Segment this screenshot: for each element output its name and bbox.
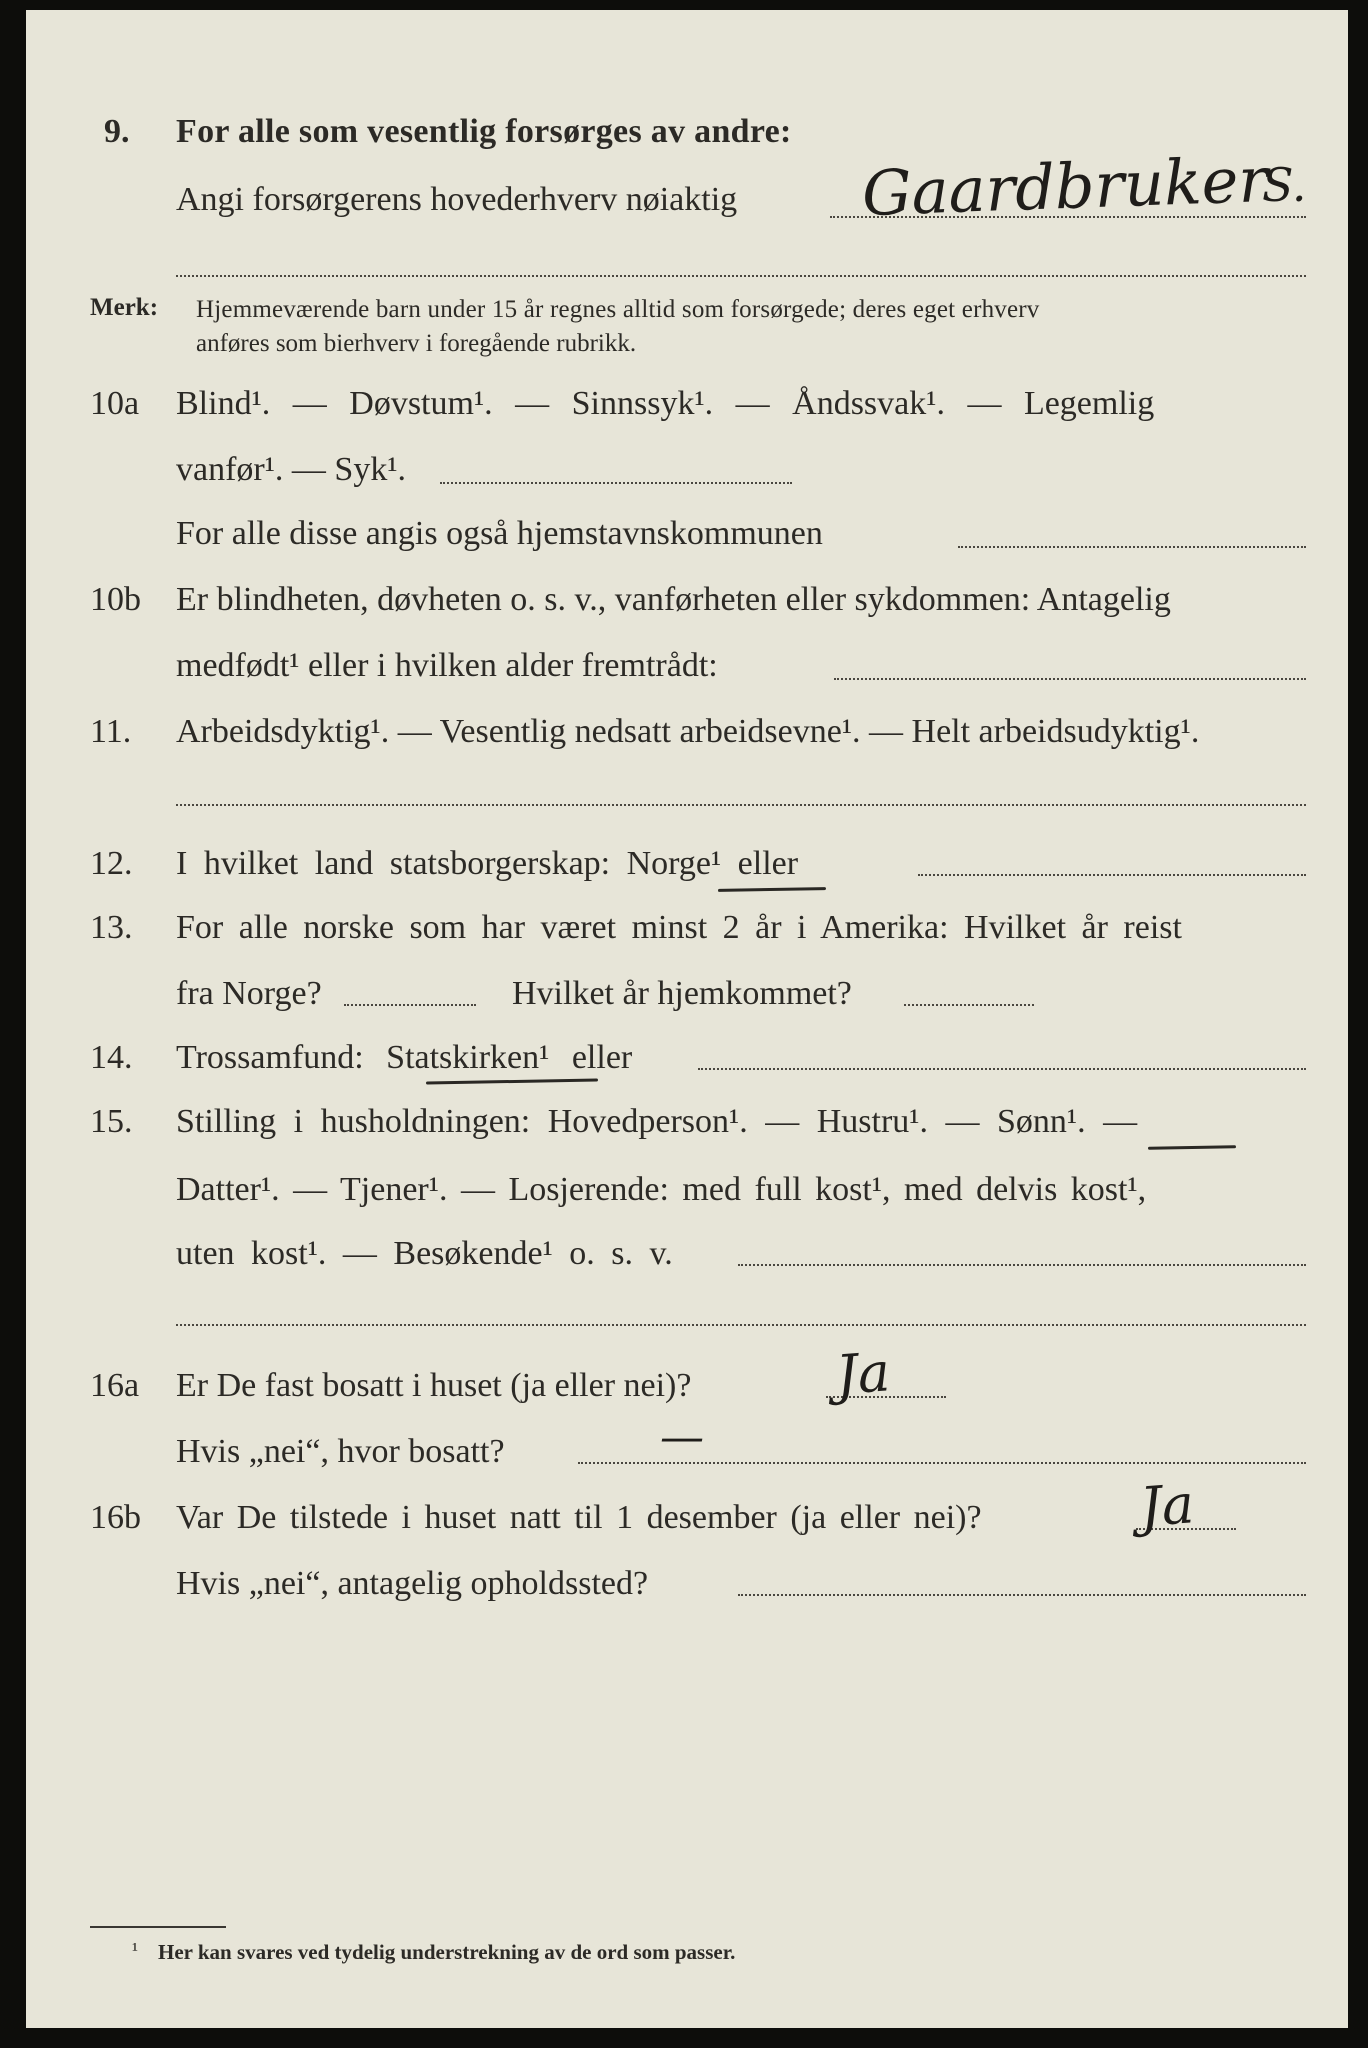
q15-line2: Datter¹. — Tjener¹. — Losjerende: med full kost¹, med delvis kost¹, [176, 1171, 1147, 1208]
q9-line2: Angi forsørgerens hovederhverv nøiaktig [176, 181, 738, 218]
q16b-line2: Hvis „nei“, antagelig opholdssted? [176, 1565, 649, 1602]
footnote-rule [90, 1926, 226, 1928]
q16b-line1: Var De tilstede i huset natt til 1 desember (ja eller nei)? [176, 1499, 982, 1536]
sonn-underline [1148, 1145, 1236, 1150]
q10a-municipality-line [958, 546, 1306, 548]
q13-line2b: Hvilket år hjemkommet? [512, 975, 852, 1012]
q16a-line2: Hvis „nei“, hvor bosatt? [176, 1433, 505, 1470]
q12-number: 12. [90, 845, 133, 882]
q14-number: 14. [90, 1039, 133, 1076]
norge-underline [718, 887, 826, 892]
q10a-line2: vanfør¹. — Syk¹. [176, 451, 407, 488]
q9-number: 9. [104, 113, 130, 150]
q10b-number: 10b [90, 581, 141, 618]
q9-answer: Gaardbruker [860, 142, 1270, 231]
q16b-answer: Ja [1137, 1472, 1196, 1539]
q13-left-line [344, 1004, 476, 1006]
q14-line1: Trossamfund: Statskirken¹ eller [176, 1039, 633, 1076]
statskirken-underline [426, 1078, 598, 1084]
q11-line1: Arbeidsdyktig¹. — Vesentlig nedsatt arbeidsevne¹. — Helt arbeidsudyktig¹. [176, 713, 1200, 750]
footnote-mark: ¹ [132, 1939, 138, 1961]
merk-label: Merk: [90, 294, 159, 321]
q10a-line1: Blind¹. — Døvstum¹. — Sinnssyk¹. — Åndssvak¹. — Legemlig [176, 385, 1155, 422]
q16a-number: 16a [90, 1367, 140, 1404]
q11-answer-line [176, 804, 1306, 806]
q10a-line3: For alle disse angis også hjemstavnskommunen [176, 515, 823, 552]
q15-extra-line [176, 1324, 1306, 1326]
q10a-number: 10a [90, 385, 140, 422]
q13-line2a: fra Norge? [176, 975, 322, 1012]
q16b-number: 16b [90, 1499, 141, 1536]
q12-answer-line [918, 874, 1306, 876]
q15-number: 15. [90, 1103, 133, 1140]
q9-line1: For alle som vesentlig forsørges av andre: [176, 113, 792, 150]
footnote-text: Her kan svares ved tydelig understrekning av de ord som passer. [158, 1940, 736, 1964]
q10b-answer-line [834, 678, 1306, 680]
q15-line3: uten kost¹. — Besøkende¹ o. s. v. [176, 1235, 673, 1272]
q16a-where-answer: — [660, 1412, 704, 1463]
q16a-answer: Ja [833, 1340, 892, 1407]
q9-answer-suffix: S. [1262, 158, 1307, 212]
q10a-sick-line [440, 482, 792, 484]
q16a-line1: Er De fast bosatt i huset (ja eller nei)? [176, 1367, 692, 1404]
q13-line1: For alle norske som har været minst 2 år i Amerika: Hvilket år reist [176, 909, 1182, 946]
merk-line1: Hjemmeværende barn under 15 år regnes alltid som forsørgede; deres eget erhverv [196, 296, 1040, 323]
q11-number: 11. [90, 713, 132, 750]
q10b-line1: Er blindheten, døvheten o. s. v., vanførheten eller sykdommen: Antagelig [176, 581, 1171, 618]
q12-line1: I hvilket land statsborgerskap: Norge¹ eller [176, 845, 799, 882]
q14-answer-line [698, 1068, 1306, 1070]
q13-right-line [904, 1004, 1034, 1006]
q16b-place-line [738, 1594, 1306, 1596]
merk-line2: anføres som bierhverv i foregående rubrikk. [196, 330, 637, 357]
q10b-line2: medfødt¹ eller i hvilken alder fremtrådt: [176, 647, 718, 684]
q15-answer-line [738, 1264, 1306, 1266]
q15-line1: Stilling i husholdningen: Hovedperson¹. — Hustru¹. — Sønn¹. — [176, 1103, 1138, 1140]
q13-number: 13. [90, 909, 133, 946]
q9-extra-line [176, 275, 1306, 277]
